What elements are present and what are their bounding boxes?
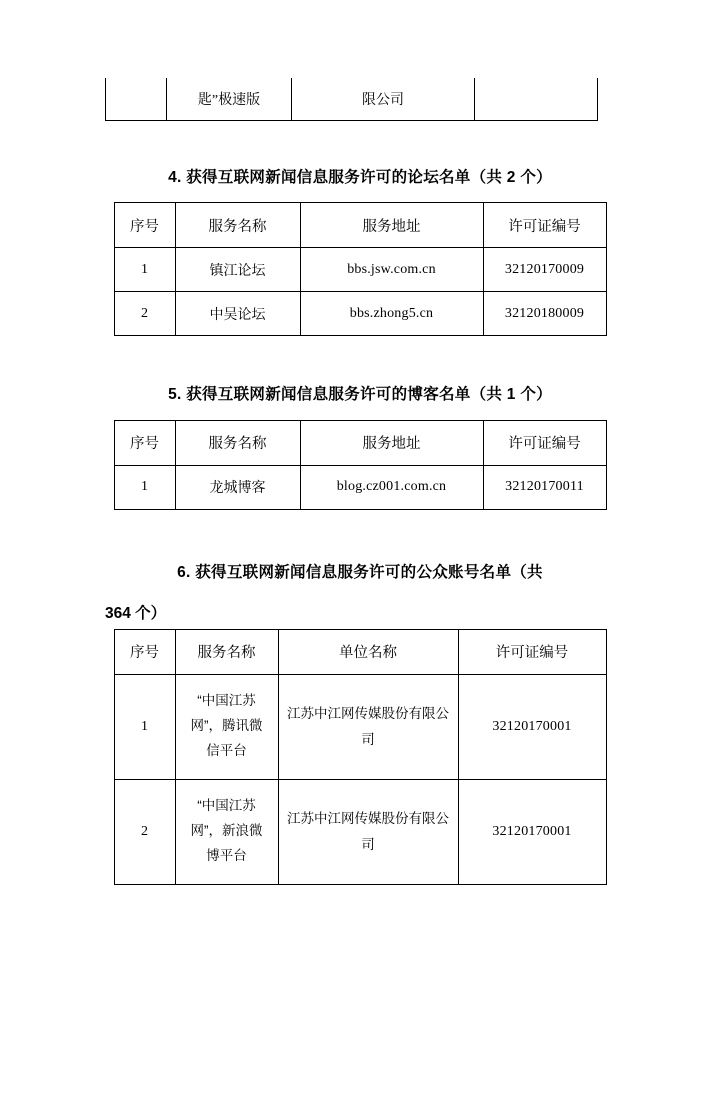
cell-service-address: bbs.zhong5.cn [300, 292, 483, 336]
cell-unit-name: 限公司 [292, 78, 475, 121]
cell-service-name: 龙城博客 [175, 465, 300, 509]
header-license-no: 许可证编号 [483, 420, 606, 465]
section-4-heading: 4. 获得互联网新闻信息服务许可的论坛名单（共 2 个） [168, 169, 552, 186]
cell-license [475, 78, 598, 121]
cell-license-no: 32120170011 [483, 465, 606, 509]
header-unit-name: 单位名称 [278, 629, 458, 674]
cell-service-name: “中国江苏网”，腾讯微信平台 [175, 674, 278, 779]
header-service-name: 服务名称 [175, 420, 300, 465]
table-header-row [114, 203, 606, 248]
cell-unit-name: 江苏中江网传媒股份有限公司 [278, 779, 458, 884]
cell-service-name: “中国江苏网”，新浪微博平台 [175, 779, 278, 884]
section-6-heading-line1: 6. 获得互联网新闻信息服务许可的公众账号名单（共 [177, 563, 543, 581]
table-header-row [114, 629, 606, 674]
cell-service-name: 匙”极速版 [167, 78, 292, 121]
table-row [114, 248, 606, 292]
cell-service-address: blog.cz001.com.cn [300, 465, 483, 509]
cell-service-name: 镇江论坛 [175, 248, 300, 292]
cell-license-no: 32120170009 [483, 248, 606, 292]
header-service-name: 服务名称 [175, 203, 300, 248]
table-row [114, 674, 606, 779]
section-5-heading: 5. 获得互联网新闻信息服务许可的博客名单（共 1 个） [168, 386, 552, 404]
header-no: 序号 [114, 420, 175, 465]
header-no: 序号 [114, 203, 175, 248]
table-row [114, 779, 606, 884]
cell-no: 2 [114, 292, 175, 336]
table-row [106, 78, 598, 121]
table-row [114, 292, 606, 336]
cell-no: 1 [114, 248, 175, 292]
header-license-no: 许可证编号 [458, 629, 606, 674]
cell-no: 1 [114, 465, 175, 509]
document-page [0, 78, 720, 1096]
section-6-heading-line2: 364 个） [105, 605, 167, 623]
header-service-address: 服务地址 [300, 203, 483, 248]
cell-no: 2 [114, 779, 175, 884]
cell-license-no: 32120170001 [458, 674, 606, 779]
cell-license-no: 32120180009 [483, 292, 606, 336]
table-row [114, 465, 606, 509]
header-no: 序号 [114, 629, 175, 674]
cell-service-name: 中吴论坛 [175, 292, 300, 336]
cell-service-address: bbs.jsw.com.cn [300, 248, 483, 292]
header-service-address: 服务地址 [300, 420, 483, 465]
cell-no: 1 [114, 674, 175, 779]
section-5-table [114, 420, 607, 510]
header-service-name: 服务名称 [175, 629, 278, 674]
cell-index [106, 78, 167, 121]
section-6-table [114, 629, 607, 885]
table-header-row [114, 420, 606, 465]
continued-table-fragment [105, 78, 598, 121]
cell-unit-name: 江苏中江网传媒股份有限公司 [278, 674, 458, 779]
cell-license-no: 32120170001 [458, 779, 606, 884]
header-license-no: 许可证编号 [483, 203, 606, 248]
section-4-table [114, 202, 607, 336]
